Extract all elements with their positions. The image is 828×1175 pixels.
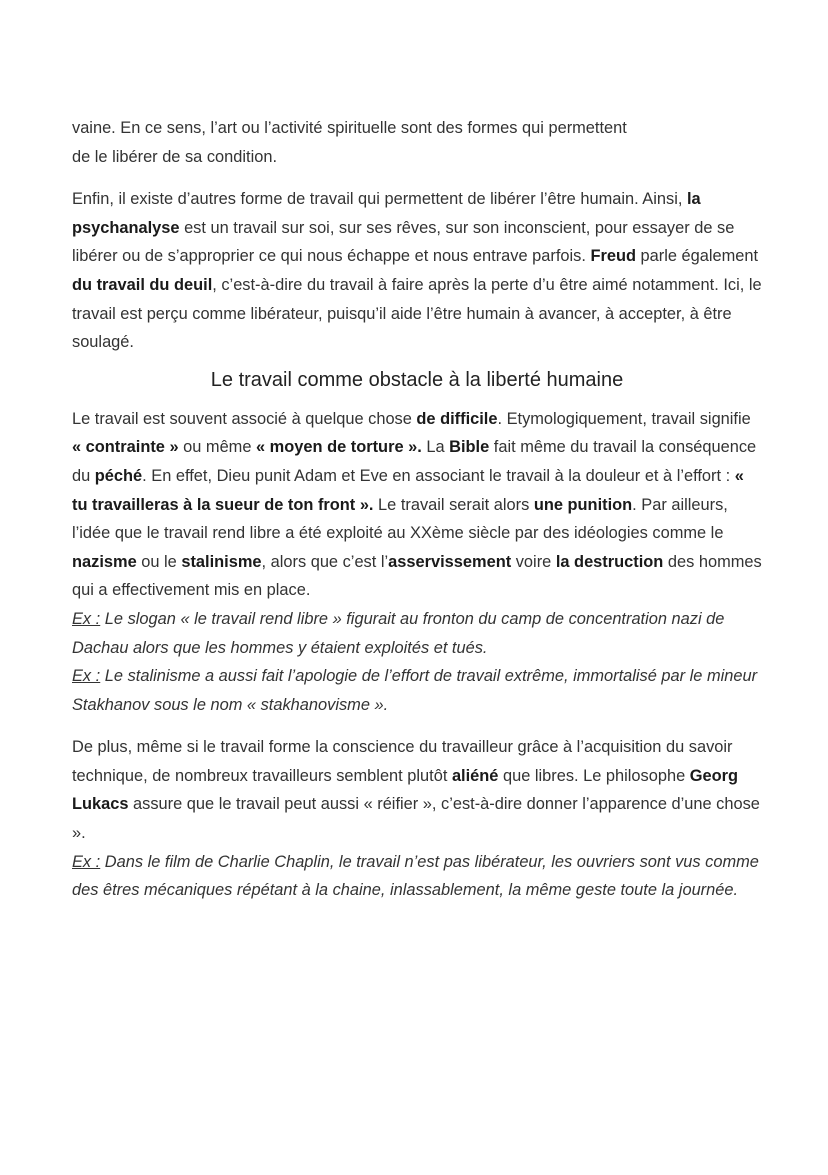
bold-term: une punition (533, 495, 633, 514)
text-run: que libres. Le philosophe (498, 766, 690, 785)
text-run: . Etymologiquement, travail signifie (497, 409, 751, 428)
bold-term: la psychanalyse (72, 190, 701, 237)
bold-term: asservissement (388, 552, 512, 571)
text-run: . En effet, Dieu punit Adam et Eve en associant le travail à la douleur et à l’effort : (142, 466, 735, 485)
text-run: , c’est-à-dire du travail à faire après la perte d’u être aimé notamment. Ici, le travail est perçu comme libérateur, puisqu’il aide l’être humain à avancer, à accepter, à être soulagé. (72, 275, 762, 352)
bold-term: stalinisme (181, 552, 262, 571)
text-line: vaine. En ce sens, l’art ou l’activité spirituelle sont des formes qui permettent (72, 119, 627, 137)
text-run: De plus, même si le travail forme la conscience du travailleur grâce à l’acquisition du savoir technique, de nombreux travailleurs semblent plutôt (72, 738, 733, 785)
bold-term: Georg Lukacs (72, 766, 739, 814)
bold-term: Bible (449, 438, 490, 457)
bold-term: la destruction (555, 552, 664, 571)
section-heading: Le travail comme obstacle à la liberté humaine (210, 368, 624, 391)
bold-term: nazisme (72, 552, 137, 571)
text-run: . Par ailleurs, l’idée que le travail rend libre a été exploité au XXème siècle par des idéologies comme le (72, 495, 728, 543)
bold-term: « tu travailleras à la sueur de ton front ». (72, 466, 744, 514)
text-run: La (421, 438, 450, 457)
text-run: Enfin, il existe d’autres forme de travail qui permettent de libérer l’être humain. Ainsi, (72, 190, 687, 209)
example-text-chaplin: Dans le film de Charlie Chaplin, le travail n’est pas libérateur, les ouvriers sont vus comme des êtres mécaniques répétant à la chaine, inlassablement, la même geste toute la journée. (72, 852, 759, 900)
bold-term: péché (94, 466, 143, 485)
text-run: des hommes qui a effectivement mis en place. (72, 552, 762, 600)
bold-term: aliéné (451, 766, 499, 785)
text-run: fait même du travail la conséquence du (72, 438, 757, 485)
text-run: ou même (178, 438, 257, 457)
document-page (72, 114, 762, 905)
text-run: parle également (635, 247, 759, 266)
text-run: est un travail sur soi, sur ses rêves, sur son inconscient, pour essayer de se libérer ou de s’approprier ce qui nous échappe et nous entrave parfois. (72, 218, 735, 266)
bold-term: « contrainte » (72, 438, 179, 457)
text-run: , alors que c’est l’ (261, 552, 389, 571)
bold-term: « moyen de torture ». (256, 438, 422, 457)
text-run: Le travail serait alors (373, 495, 534, 514)
example-label: Ex : (72, 667, 101, 686)
text-line: de le libérer de sa condition. (72, 147, 278, 166)
example-text-stakhanov: Le stalinisme a aussi fait l’apologie de l’effort de travail extrême, immortalisé par le mineur Stakhanov sous le nom « stakhanovisme ». (72, 667, 758, 714)
paragraph-alienation (72, 733, 762, 905)
text-run: Le travail est souvent associé à quelque chose (72, 409, 417, 428)
example-label: Ex : (72, 609, 101, 628)
example-label: Ex : (72, 852, 101, 871)
paragraph-art-liberation (72, 114, 762, 171)
bold-term: Freud (590, 247, 636, 266)
text-run: voire (511, 552, 556, 571)
text-run: assure que le travail peut aussi « réifier », c’est-à-dire donner l’apparence d’une chose ». (72, 795, 760, 843)
paragraph-psychanalyse (72, 185, 762, 357)
text-run: ou le (136, 552, 182, 571)
example-text-dachau: Le slogan « le travail rend libre » figurait au fronton du camp de concentration nazi de Dachau alors que les hommes y étaient exploités et tués. (72, 609, 725, 657)
bold-term: du travail du deuil (72, 275, 213, 294)
paragraph-travail-obstacle (72, 405, 762, 720)
bold-term: de difficile (416, 409, 498, 428)
